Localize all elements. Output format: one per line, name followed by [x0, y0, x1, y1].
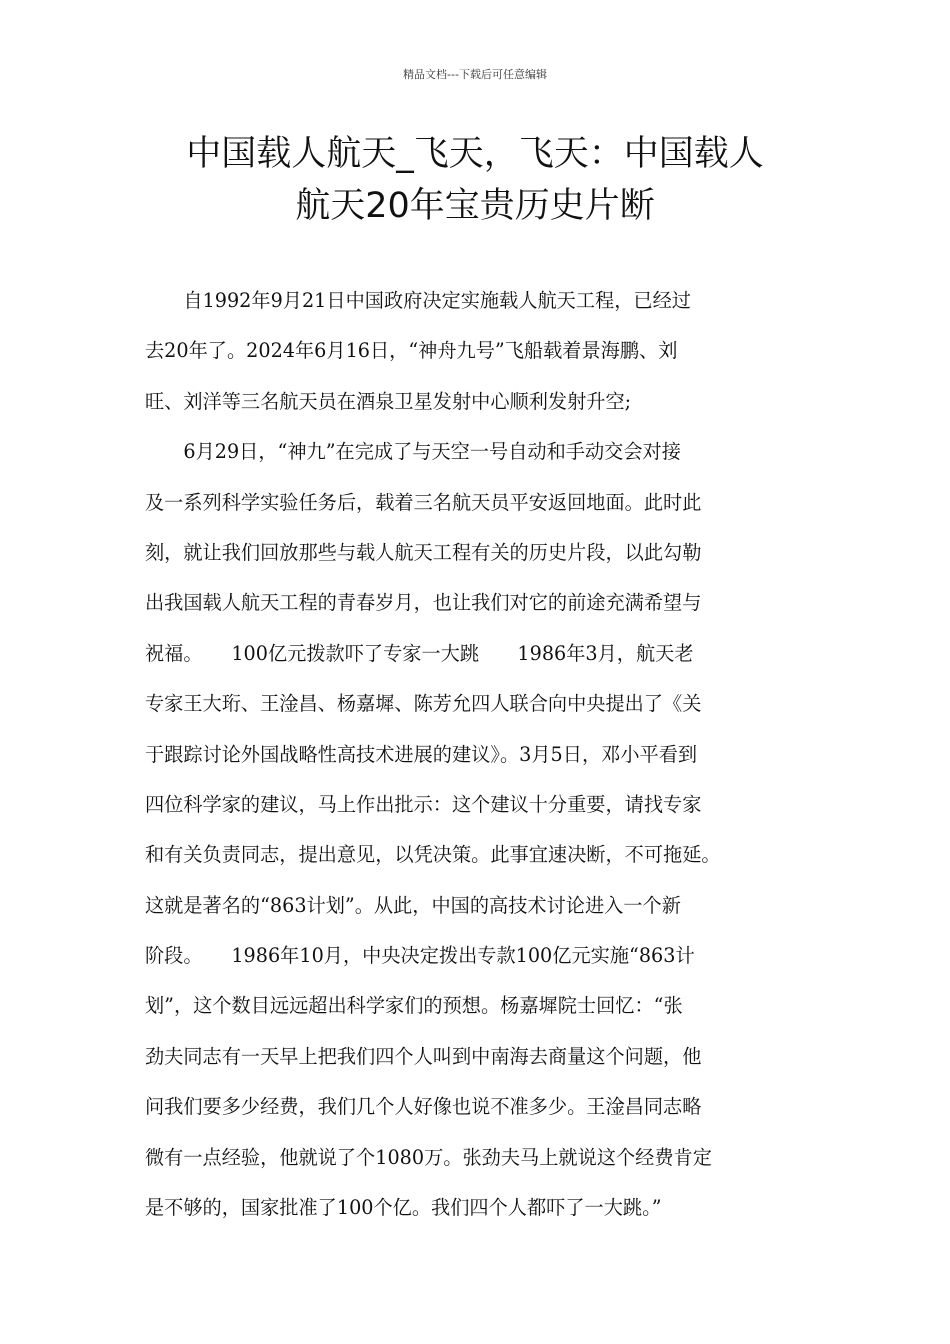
body-line: 专家王大珩、王淦昌、杨嘉墀、陈芳允四人联合向中央提出了《关 [145, 692, 702, 716]
body-line: 微有一点经验，他就说了个1080万。张劲夫马上就说这个经费肯定 [145, 1145, 712, 1169]
body-line: 祝福。 100亿元拨款吓了专家一大跳 1986年3月，航天老 [145, 641, 694, 665]
body-line: 自1992年9月21日中国政府决定实施载人航天工程，已经过 [145, 289, 691, 312]
body-line: 及一系列科学实验任务后，载着三名航天员平安返回地面。此时此 [145, 490, 702, 514]
body-line: 去20年了。2024年6月16日，“神舟九号”飞船载着景海鹏、刘 [145, 339, 678, 363]
body-line: 于跟踪讨论外国战略性高技术进展的建议》。3月5日，邓小平看到 [145, 742, 698, 766]
body-line: 劲夫同志有一天早上把我们四个人叫到中南海去商量这个问题，他 [145, 1044, 702, 1068]
header-note: 精品文档---下载后可任意编辑 [403, 68, 547, 81]
body-text [145, 276, 825, 1233]
body-line: 刻，就让我们回放那些与载人航天工程有关的历史片段，以此勾勒 [145, 540, 702, 564]
body-line: 四位科学家的建议，马上作出批示：这个建议十分重要，请找专家 [145, 792, 702, 816]
document-title [130, 128, 820, 232]
title-line: 中国载人航天_飞天，飞天：中国载人 [186, 134, 764, 174]
body-line: 划”，这个数目远远超出科学家们的预想。杨嘉墀院士回忆：“张 [145, 994, 683, 1018]
body-line: 这就是著名的“863计划”。从此，中国的高技术讨论进入一个新 [145, 893, 681, 917]
body-line: 是不够的，国家批准了100个亿。我们四个人都吓了一大跳。” [145, 1196, 662, 1220]
title-line: 航天20年宝贵历史片断 [295, 186, 655, 226]
body-line: 问我们要多少经费，我们几个人好像也说不准多少。王淦昌同志略 [145, 1095, 702, 1119]
body-line: 出我国载人航天工程的青春岁月，也让我们对它的前途充满希望与 [145, 591, 702, 615]
body-line: 6月29日，“神九”在完成了与天空一号自动和手动交会对接 [145, 440, 681, 464]
body-line: 阶段。 1986年10月，中央决定拨出专款100亿元实施“863计 [145, 944, 695, 968]
body-line: 旺、刘洋等三名航天员在酒泉卫星发射中心顺利发射升空; [145, 389, 632, 413]
body-line: 和有关负责同志，提出意见，以凭决策。此事宜速决断，不可拖延。 [145, 843, 721, 867]
